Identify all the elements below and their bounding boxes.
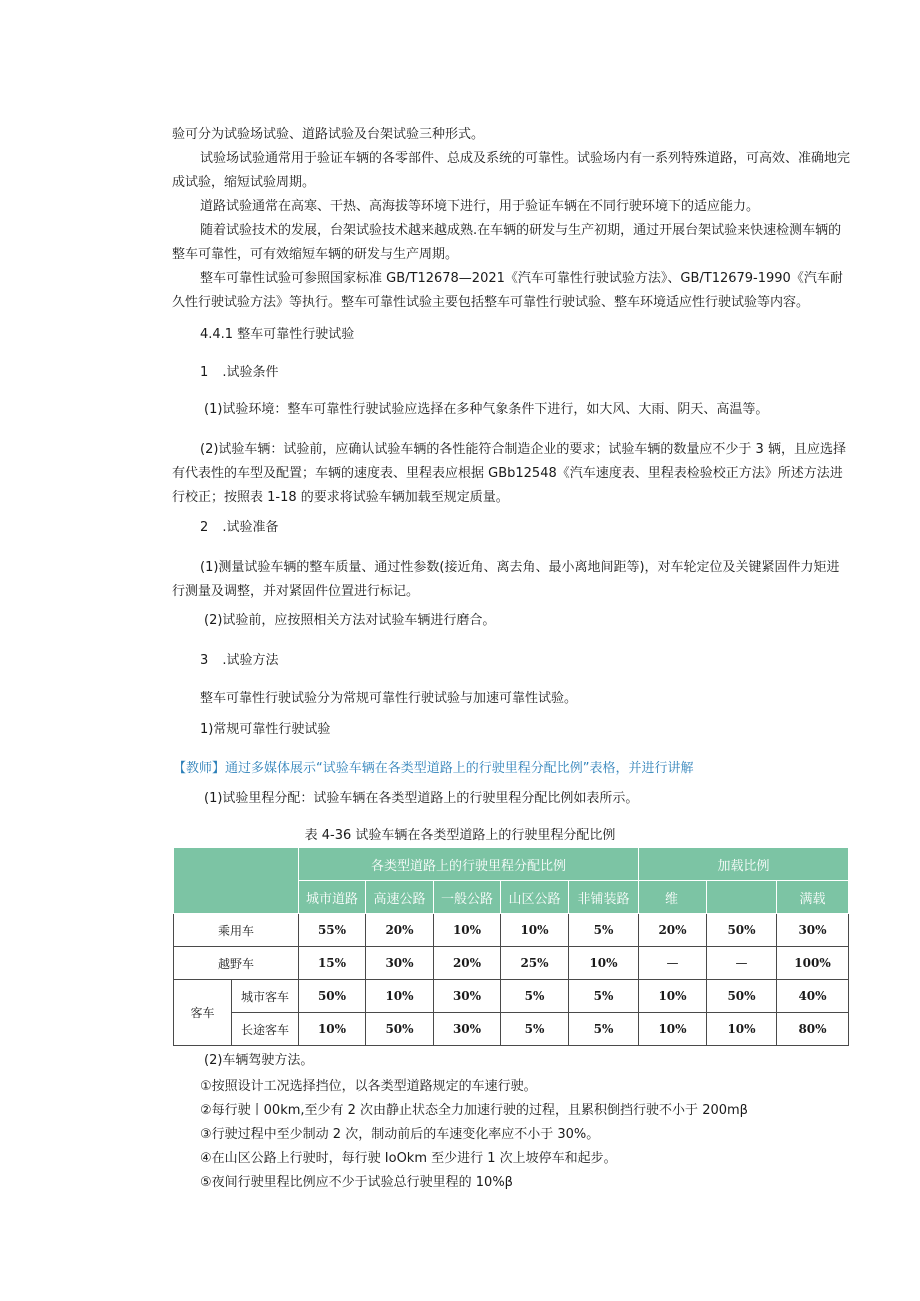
list-item: ④在山区公路上行驶时，每行驶 IoOkm 至少进行 1 次上坡停车和起步。	[200, 1151, 617, 1166]
header-mountain-road: 山区公路	[501, 881, 569, 914]
row-label-city-bus: 城市客车	[232, 980, 299, 1013]
method-regular-reliability: 1)常规可靠性行驶试验	[200, 722, 331, 737]
table-cell: 5%	[569, 914, 639, 947]
table-cell: 5%	[501, 1013, 569, 1046]
condition-environment: (1)试验环境：整车可靠性行驶试验应选择在多种气象条件下进行，如大风、大雨、阴天、高温等。	[204, 402, 769, 417]
table-caption: 表 4-36 试验车辆在各类型道路上的行驶里程分配比例	[304, 828, 616, 843]
list-item: ①按照设计工况选择挡位，以各类型道路规定的车速行驶。	[200, 1079, 537, 1094]
heading-test-method	[200, 651, 279, 671]
table-cell: 10%	[434, 914, 501, 947]
heading-title: .试验条件	[222, 365, 279, 380]
section-heading-441: 4.4.1 整车可靠性行驶试验	[200, 327, 355, 342]
paragraph-test-forms: 验可分为试验场试验、道路试验及台架试验三种形式。	[172, 127, 485, 142]
heading-number: 2	[200, 520, 209, 535]
header-highway: 高速公路	[366, 881, 434, 914]
method-intro: 整车可靠性行驶试验分为常规可靠性行驶试验与加速可靠性试验。	[200, 691, 578, 706]
row-label-coach: 长途客车	[232, 1013, 299, 1046]
condition-vehicle: (2)试验车辆：试验前，应确认试验车辆的各性能符合制造企业的要求；试验车辆的数量应不少于 3 辆，且应选择有代表性的车型及配置；车辆的速度表、里程表应根据 GBb12548《汽车速度表、里程表检验校正方法》所述方法进行校正；按照表 1-18 的要求将试验车辆加载至规定质量。	[172, 442, 846, 505]
table-cell: —	[707, 947, 777, 980]
header-city-road: 城市道路	[299, 881, 366, 914]
table-row	[174, 914, 849, 947]
preparation-break-in: (2)试验前，应按照相关方法对试验车辆进行磨合。	[204, 613, 496, 628]
table-cell: 50%	[299, 980, 366, 1013]
table-cell: 10%	[366, 980, 434, 1013]
table-cell: 10%	[707, 1013, 777, 1046]
table-cell: 10%	[569, 947, 639, 980]
table-cell: 20%	[366, 914, 434, 947]
header-corner-cell	[174, 848, 299, 914]
paragraph-proving-ground: 试验场试验通常用于验证车辆的各零部件、总成及系统的可靠性。试验场内有一系列特殊道路，可高效、准确地完成试验，缩短试验周期。	[172, 151, 851, 190]
paragraph-road-test: 道路试验通常在高寒、干热、高海拔等环境下进行，用于验证车辆在不同行驶环境下的适应能力。	[200, 199, 760, 214]
driving-method-title: (2)车辆驾驶方法。	[204, 1053, 314, 1068]
table-row	[174, 980, 849, 1013]
paragraph-bench-test: 随着试验技术的发展，台架试验技术越来越成熟.在车辆的研发与生产初期，通过开展台架试验来快速检测车辆的整车可靠性，可有效缩短车辆的研发与生产周期。	[172, 223, 842, 262]
table-cell: 50%	[366, 1013, 434, 1046]
row-group-bus: 客车	[174, 980, 232, 1046]
teacher-tag: 【教师】	[173, 761, 226, 776]
table-cell: 50%	[707, 980, 777, 1013]
table-cell: 10%	[639, 1013, 707, 1046]
header-group-road: 各类型道路上的行驶里程分配比例	[299, 848, 639, 881]
header-group-load: 加载比例	[639, 848, 849, 881]
teacher-note	[173, 759, 694, 779]
preparation-measure: (1)测量试验车辆的整车质量、通过性参数(接近角、离去角、最小离地间距等)，对车轮定位及关键紧固件力矩进行测量及调整，并对紧固件位置进行标记。	[172, 560, 840, 599]
table-cell: 20%	[434, 947, 501, 980]
row-label-passenger-car: 乘用车	[174, 914, 299, 947]
header-unpaved-road: 非铺装路	[569, 881, 639, 914]
table-cell: 10%	[639, 980, 707, 1013]
table-row	[174, 947, 849, 980]
table-cell: 40%	[777, 980, 849, 1013]
table-header-row-groups	[174, 848, 849, 881]
list-item: ③行驶过程中至少制动 2 次，制动前后的车速变化率应不小于 30%。	[200, 1127, 600, 1142]
row-label-off-road: 越野车	[174, 947, 299, 980]
table-cell: —	[639, 947, 707, 980]
table-cell: 30%	[434, 1013, 501, 1046]
header-load-1: 维	[639, 881, 707, 914]
list-item: ⑤夜间行驶里程比例应不少于试验总行驶里程的 10%β	[200, 1175, 513, 1190]
header-full-load: 满载	[777, 881, 849, 914]
heading-title: .试验方法	[222, 653, 279, 668]
table-row	[174, 1013, 849, 1046]
heading-number: 3	[200, 653, 209, 668]
table-cell: 30%	[366, 947, 434, 980]
table-cell: 5%	[569, 1013, 639, 1046]
table-cell: 5%	[501, 980, 569, 1013]
list-item: ②每行驶丨00km,至少有 2 次由静止状态全力加速行驶的过程，且累积倒挡行驶不小于 200mβ	[200, 1103, 748, 1118]
teacher-text: 通过多媒体展示“试验车辆在各类型道路上的行驶里程分配比例”表格，并进行讲解	[225, 761, 694, 776]
heading-test-conditions	[200, 363, 279, 383]
mileage-allocation-intro: (1)试验里程分配：试验车辆在各类型道路上的行驶里程分配比例如表所示。	[204, 791, 639, 806]
table-cell: 20%	[639, 914, 707, 947]
driving-steps-list	[200, 1075, 860, 1195]
table-cell: 25%	[501, 947, 569, 980]
table-cell: 80%	[777, 1013, 849, 1046]
table-cell: 100%	[777, 947, 849, 980]
table-cell: 5%	[569, 980, 639, 1013]
table-cell: 50%	[707, 914, 777, 947]
table-cell: 15%	[299, 947, 366, 980]
heading-test-preparation	[200, 518, 279, 538]
table-cell: 30%	[434, 980, 501, 1013]
heading-title: .试验准备	[222, 520, 279, 535]
table-cell: 10%	[299, 1013, 366, 1046]
paragraph-standards: 整车可靠性试验可参照国家标准 GB/T12678—2021《汽车可靠性行驶试验方法》、GB/T12679-1990《汽车耐久性行驶试验方法》等执行。整车可靠性试验主要包括整车可靠性行驶试验、整车环境适应性行驶试验等内容。	[172, 271, 843, 310]
header-load-2	[707, 881, 777, 914]
heading-number: 1	[200, 365, 209, 380]
mileage-allocation-table	[173, 847, 849, 1046]
table-cell: 55%	[299, 914, 366, 947]
header-general-road: 一般公路	[434, 881, 501, 914]
table-cell: 30%	[777, 914, 849, 947]
table-cell: 10%	[501, 914, 569, 947]
